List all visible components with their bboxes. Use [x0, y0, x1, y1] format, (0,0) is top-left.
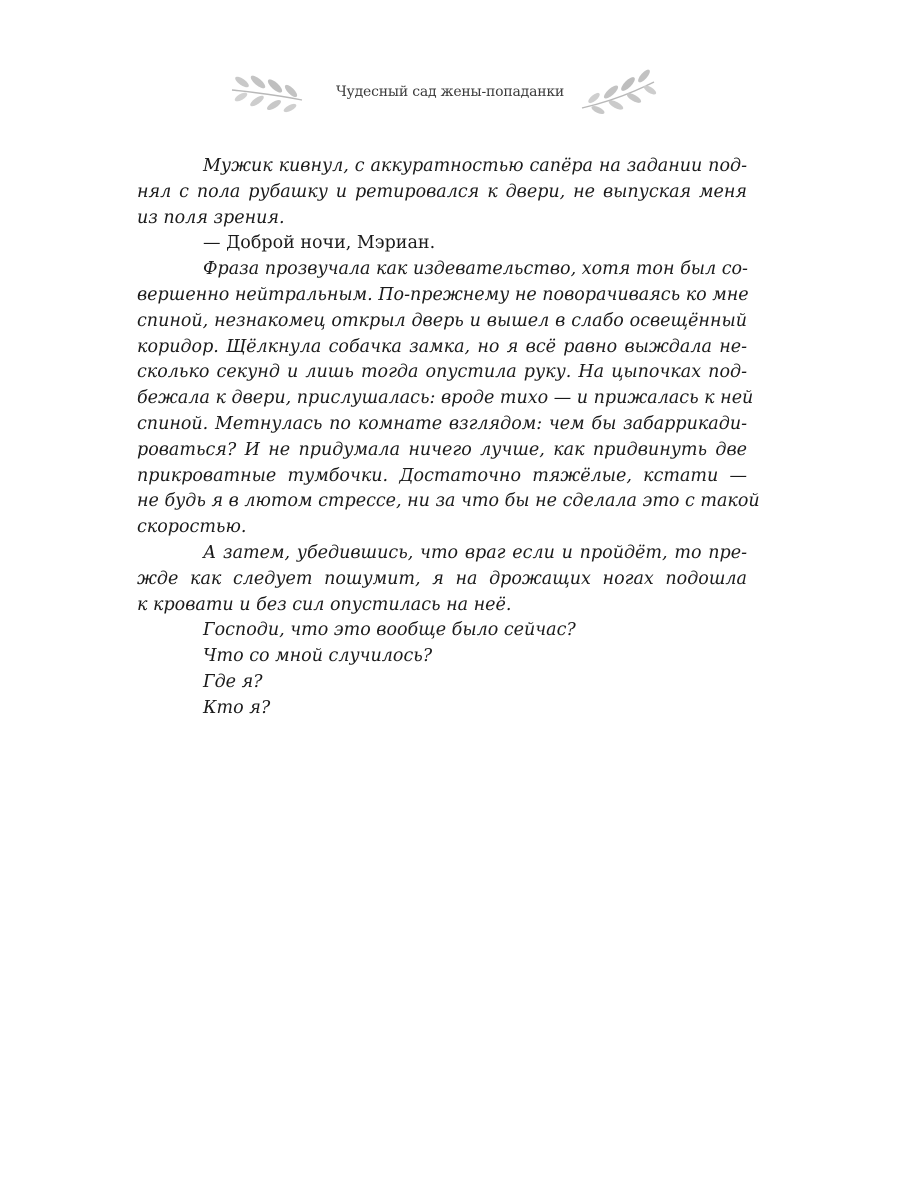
text-line: жде как следует пошумит, я на дрожащих ногах подошла — [137, 568, 747, 589]
text-line: прикроватные тумбочки. Достаточно тяжёлые, кстати — — [137, 465, 747, 486]
thought-line: Господи, что это вообще было сейчас? — [203, 620, 576, 641]
thought-line: Что со мной случилось? — [203, 646, 433, 667]
text-line: сколько секунд и лишь тогда опустила руку. На цыпочках под- — [137, 362, 747, 383]
text-line: не будь я в лютом стрессе, ни за что бы не сделала это с такой — [137, 491, 760, 512]
text-line: из поля зрения. — [137, 207, 285, 228]
text-line: коридор. Щёлкнула собачка замка, но я всё равно выждала не- — [137, 336, 747, 357]
text-line: Фраза прозвучала как издевательство, хотя тон был со- — [203, 259, 748, 280]
running-header — [0, 68, 900, 124]
text-line: нял с пола рубашку и ретировался к двери, не выпуская меня — [137, 181, 747, 202]
text-line: вершенно нейтральным. По-прежнему не поворачиваясь ко мне — [137, 284, 749, 305]
dialogue-line: — Доброй ночи, Мэриан. — [203, 233, 436, 254]
leaf-branch-icon — [578, 68, 658, 119]
running-title: Чудесный сад жены-попаданки — [335, 84, 565, 100]
thought-line: Где я? — [203, 671, 263, 692]
page-body — [137, 154, 760, 722]
thought-line: Кто я? — [203, 697, 271, 718]
text-line: роваться? И не придумала ничего лучше, как придвинуть две — [137, 439, 747, 460]
text-line: бежала к двери, прислушалась: вроде тихо — и прижалась к ней — [137, 388, 754, 409]
text-line: спиной. Метнулась по комнате взглядом: чем бы забаррикади- — [137, 413, 747, 434]
text-line: Мужик кивнул, с аккуратностью сапёра на задании под- — [203, 156, 747, 176]
text-line: спиной, незнакомец открыл дверь и вышел в слабо освещённый — [137, 310, 747, 331]
text-line: к кровати и без сил опустилась на неё. — [137, 594, 512, 615]
text-line: А затем, убедившись, что враг если и пройдёт, то пре- — [203, 542, 747, 563]
text-line: скоростью. — [137, 517, 247, 538]
